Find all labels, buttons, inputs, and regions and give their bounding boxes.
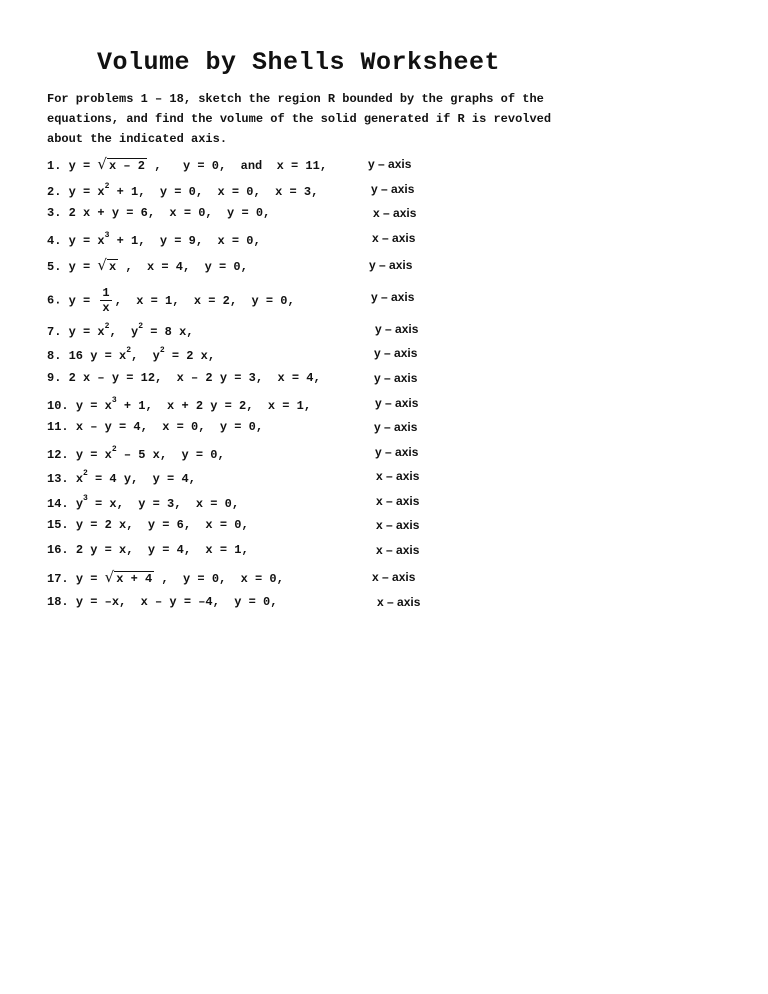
problem-number: 1. (47, 159, 62, 173)
problem-5 (47, 254, 248, 276)
sqrt-symbol: √ (104, 568, 115, 586)
problem-axis: x – axis (376, 469, 420, 483)
problem-axis: y – axis (368, 157, 412, 171)
problem-axis: x – axis (372, 570, 416, 584)
instructions-line: equations, and find the volume of the solid generated if R is revolved (47, 112, 552, 126)
problem-axis: x – axis (372, 231, 416, 245)
problem-number: 18. (47, 595, 69, 609)
problem-axis: x – axis (376, 543, 420, 557)
problem-axis: x – axis (376, 518, 420, 532)
problem-axis: x – axis (373, 206, 417, 220)
problem-8 (47, 342, 215, 364)
problem-13 (47, 465, 196, 487)
problem-number: 2. (47, 185, 62, 199)
problem-7 (47, 318, 193, 340)
problem-axis: y – axis (374, 420, 418, 434)
problem-equation: y = –x, x – y = –4, y = 0, (75, 595, 278, 609)
problem-18 (47, 591, 277, 613)
problem-number: 13. (47, 472, 69, 486)
problem-equation: $y = x^3 + 1$, x + 2 y = 2, x = 1, (75, 396, 312, 413)
problem-axis: x – axis (376, 494, 420, 508)
problem-equation: y = $\frac{1}{x}$ , x = 1, x = 2, y = 0, (68, 286, 295, 315)
problem-12 (47, 441, 225, 463)
problem-number: 16. (47, 543, 69, 557)
problem-equation: 2 x + y = 6, x = 0, y = 0, (68, 206, 271, 220)
problem-axis: y – axis (371, 182, 415, 196)
problem-equation: 16 $y = x^2$, $y^2 = 2$ x, (68, 346, 216, 363)
problem-number: 8. (47, 349, 62, 363)
problem-equation: $y = x^2 + 1$, y = 0, x = 0, x = 3, (68, 182, 319, 199)
problem-number: 9. (47, 371, 62, 385)
problem-number: 15. (47, 518, 69, 532)
problem-equation: $y^3 = x$, y = 3, x = 0, (75, 494, 240, 511)
problem-axis: y – axis (375, 445, 419, 459)
page-title: Volume by Shells Worksheet (97, 48, 501, 77)
problem-equation: y = 2 x, y = 6, x = 0, (75, 518, 249, 532)
problem-number: 5. (47, 260, 62, 274)
instructions (47, 89, 647, 149)
problem-axis: y – axis (374, 346, 418, 360)
problem-number: 14. (47, 497, 69, 511)
problem-axis: y – axis (369, 258, 413, 272)
problem-11 (47, 416, 263, 438)
instructions-line: For problems 1 – 18, sketch the region R bounded by the graphs of the (47, 92, 544, 106)
problem-axis: y – axis (371, 290, 415, 304)
problem-number: 11. (47, 420, 69, 434)
problem-equation: $y = x^3 + 1$, y = 9, x = 0, (68, 231, 261, 248)
problem-equation: y = √ x , x = 4, y = 0, (68, 256, 248, 274)
problem-9 (47, 367, 321, 389)
problem-number: 4. (47, 234, 62, 248)
problem-number: 17. (47, 572, 69, 586)
problem-number: 12. (47, 448, 69, 462)
problem-2 (47, 178, 318, 200)
problem-equation: y = √ x – 2 , y = 0, and x = 11, (68, 155, 328, 173)
problem-equation: 2 y = x, y = 4, x = 1, (75, 543, 249, 557)
problem-axis: y – axis (375, 322, 419, 336)
problem-equation: $y = x^2$, $y^2 = 8$ x, (68, 322, 194, 339)
problem-equation: $y = x^2 - 5$ x, y = 0, (75, 445, 225, 462)
problem-axis: y – axis (375, 396, 419, 410)
problem-10 (47, 392, 311, 414)
instructions-line: about the indicated axis. (47, 132, 228, 146)
problem-16 (47, 539, 249, 561)
problem-6 (47, 286, 295, 315)
problem-number: 10. (47, 399, 69, 413)
problem-15 (47, 514, 249, 536)
sqrt-symbol: √ (97, 155, 107, 173)
problem-3 (47, 202, 270, 224)
problem-equation: y = √ x + 4 , y = 0, x = 0, (75, 568, 284, 586)
problem-axis: y – axis (374, 371, 418, 385)
problem-number: 6. (47, 293, 62, 308)
sqrt-symbol: √ (97, 256, 107, 274)
problem-4 (47, 227, 261, 249)
problem-equation: $x^2 = 4$ y, y = 4, (75, 469, 196, 486)
problem-axis: x – axis (377, 595, 421, 609)
problem-equation: 2 x – y = 12, x – 2 y = 3, x = 4, (68, 371, 321, 385)
problem-17 (47, 566, 284, 588)
fraction: $\frac{1}{x}$ (102, 286, 110, 315)
problem-1 (47, 153, 327, 175)
problem-equation: x – y = 4, x = 0, y = 0, (75, 420, 264, 434)
problem-number: 3. (47, 206, 62, 220)
problem-14 (47, 490, 239, 512)
problem-number: 7. (47, 325, 62, 339)
